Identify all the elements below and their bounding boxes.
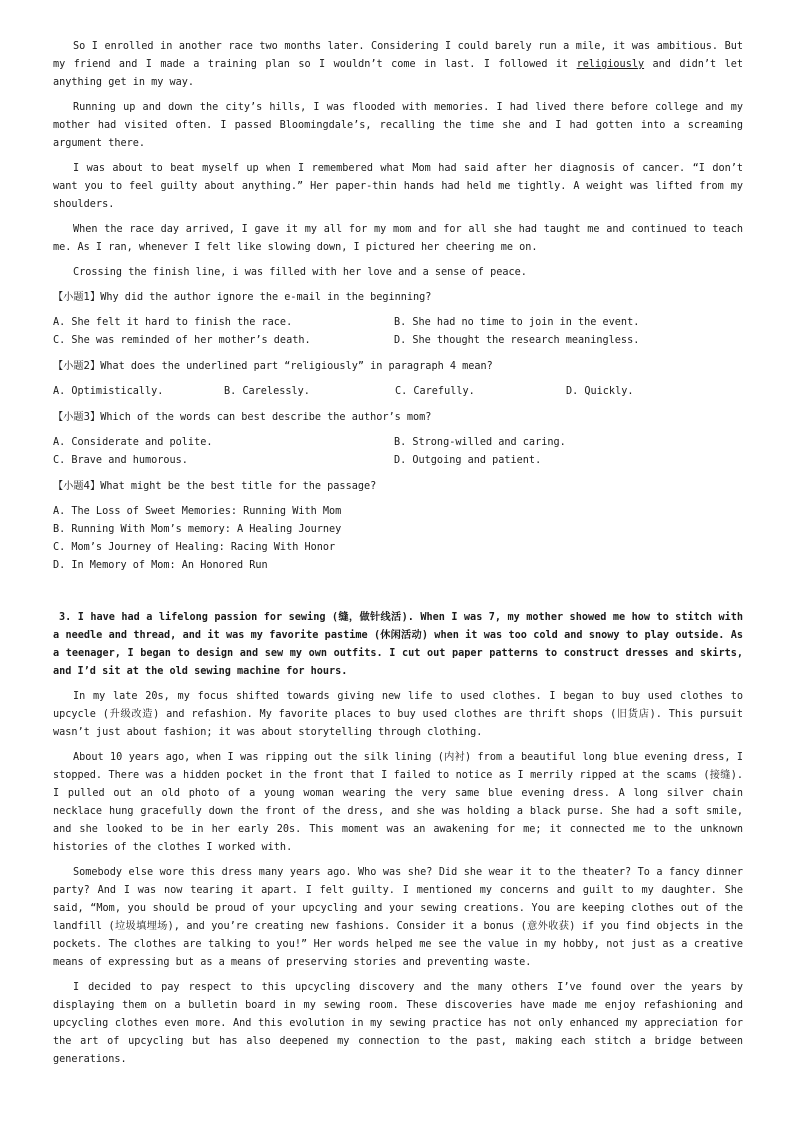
question-2 bbox=[53, 358, 743, 376]
p1-text-a: So I enrolled in another race two months later. Considering I could barely run a mile, it was ambitious. But my friend and I made a training plan so I wouldn’t come in last. I followed it bbox=[53, 41, 743, 70]
passage3-paragraph-4: I decided to pay respect to this upcycling discovery and the many others I’ve found over the years by displaying them on a bulletin board in my sewing room. These discoveries have made me enjoy refashioning and upcycling clothes even more. And this evolution in my sewing practice has not only enhanced my appreciation for the art of upcycling but has also deepened my connection to the past, making each stitch a bridge between generations. bbox=[53, 982, 743, 1065]
question-4-tag: 【小题4】 bbox=[53, 481, 101, 492]
question-2-text: What does the underlined part “religiously” in paragraph 4 mean? bbox=[100, 361, 493, 372]
q2-option-d: D. Quickly. bbox=[566, 386, 634, 397]
section-gap bbox=[53, 583, 743, 609]
question-3-options bbox=[53, 434, 743, 470]
underlined-religiously: religiously bbox=[576, 59, 645, 70]
q2-option-c: C. Carefully. bbox=[395, 386, 475, 397]
q4-option-c: C. Mom’s Journey of Healing: Racing With Honor bbox=[53, 542, 336, 553]
q2-option-a: A. Optimistically. bbox=[53, 386, 164, 397]
q3-option-c: C. Brave and humorous. bbox=[53, 455, 188, 466]
q1-option-d: D. She thought the research meaningless. bbox=[394, 335, 640, 346]
question-1-tag: 【小题1】 bbox=[53, 292, 101, 303]
passage3-paragraph-2: About 10 years ago, when I was ripping out the silk lining (内衬) from a beautiful long blue evening dress, I stopped. There was a hidden pocket in the front that I failed to notice as I merrily ripped at the scams (接缝). I pulled out an old photo of a young woman wearing the very same blue evening dress. A long silver chain necklace hung gracefully down the front of the dress, and she was holding a black purse. She had a soft smile, and she looked to be in her early 20s. This moment was an awakening for me; it connected me to the unknown histories of the clothes I worked with. bbox=[53, 752, 743, 853]
q2-option-b: B. Carelessly. bbox=[224, 386, 310, 397]
q4-option-b: B. Running With Mom’s memory: A Healing Journey bbox=[53, 524, 342, 535]
q3-option-d: D. Outgoing and patient. bbox=[394, 455, 542, 466]
passage2-paragraph-3: I was about to beat myself up when I remembered what Mom had said after her diagnosis of cancer. “I don’t want you to feel guilty about anything.” Her paper-thin hands had held me tightly. A weight was lifted from my shoulders. bbox=[53, 163, 743, 210]
passage3-paragraph-1: In my late 20s, my focus shifted towards giving new life to used clothes. I began to buy used clothes to upcycle (升级改造) and refashion. My favorite places to buy used clothes are thrift shops (旧货店). This pursuit wasn’t just about fashion; it was about storytelling through clothing. bbox=[53, 691, 743, 738]
passage2-paragraph-2: Running up and down the city’s hills, I was flooded with memories. I had lived there before college and my mother had visited often. I passed Bloomingdale’s, recalling the time she and I had gotten into a screaming argument there. bbox=[53, 102, 743, 149]
q1-option-a: A. She felt it hard to finish the race. bbox=[53, 317, 293, 328]
q1-option-b: B. She had no time to join in the event. bbox=[394, 317, 640, 328]
q3-option-a: A. Considerate and polite. bbox=[53, 437, 213, 448]
passage3-intro: 3. I have had a lifelong passion for sewing (缝，做针线活). When I was 7, my mother showed me how to stitch with a needle and thread, and it was my favorite pastime (休闲活动) when it was too cold and snowy to play outside. As a teenager, I began to design and sew my own outfits. I cut out paper patterns to construct dresses and skirts, and I’d sit at the old sewing machine for hours. bbox=[53, 612, 743, 677]
question-4 bbox=[53, 478, 743, 496]
q3-option-b: B. Strong-willed and caring. bbox=[394, 437, 566, 448]
question-2-options bbox=[53, 383, 743, 401]
question-1-text: Why did the author ignore the e-mail in the beginning? bbox=[100, 292, 432, 303]
document-page bbox=[53, 38, 743, 1076]
passage2-paragraph-1 bbox=[53, 38, 743, 92]
passage2-paragraph-5: Crossing the finish line, i was filled with her love and a sense of peace. bbox=[73, 267, 527, 278]
question-3-tag: 【小题3】 bbox=[53, 412, 101, 423]
question-4-text: What might be the best title for the passage? bbox=[100, 481, 377, 492]
question-1 bbox=[53, 289, 743, 307]
p1-text-b: and didn’t let anything get in my way. bbox=[53, 59, 743, 88]
question-1-options bbox=[53, 314, 743, 350]
q4-option-a: A. The Loss of Sweet Memories: Running With Mom bbox=[53, 506, 342, 517]
question-3 bbox=[53, 409, 743, 427]
q1-option-c: C. She was reminded of her mother’s death. bbox=[53, 335, 311, 346]
question-3-text: Which of the words can best describe the author’s mom? bbox=[100, 412, 432, 423]
passage3-paragraph-3: Somebody else wore this dress many years ago. Who was she? Did she wear it to the theater? To a fancy dinner party? And I was now tearing it apart. I felt guilty. I mentioned my concerns and guilt to my daughter. She said, “Mom, you should be proud of your upcycling and your sewing creations. You are keeping clothes out of the landfill (垃圾填埋场), and you’re creating new fashions. Consider it a bonus (意外收获) if you find objects in the pockets. The clothes are talking to you!” Her words helped me see the value in my hobby, not just as a creative means of expressing but as a means of preserving stories and preventing waste. bbox=[53, 867, 743, 968]
question-2-tag: 【小题2】 bbox=[53, 361, 101, 372]
passage2-paragraph-4: When the race day arrived, I gave it my all for my mom and for all she had taught me and continued to teach me. As I ran, whenever I felt like slowing down, I pictured her cheering me on. bbox=[53, 224, 743, 253]
question-4-options bbox=[53, 503, 743, 575]
q4-option-d: D. In Memory of Mom: An Honored Run bbox=[53, 560, 268, 571]
